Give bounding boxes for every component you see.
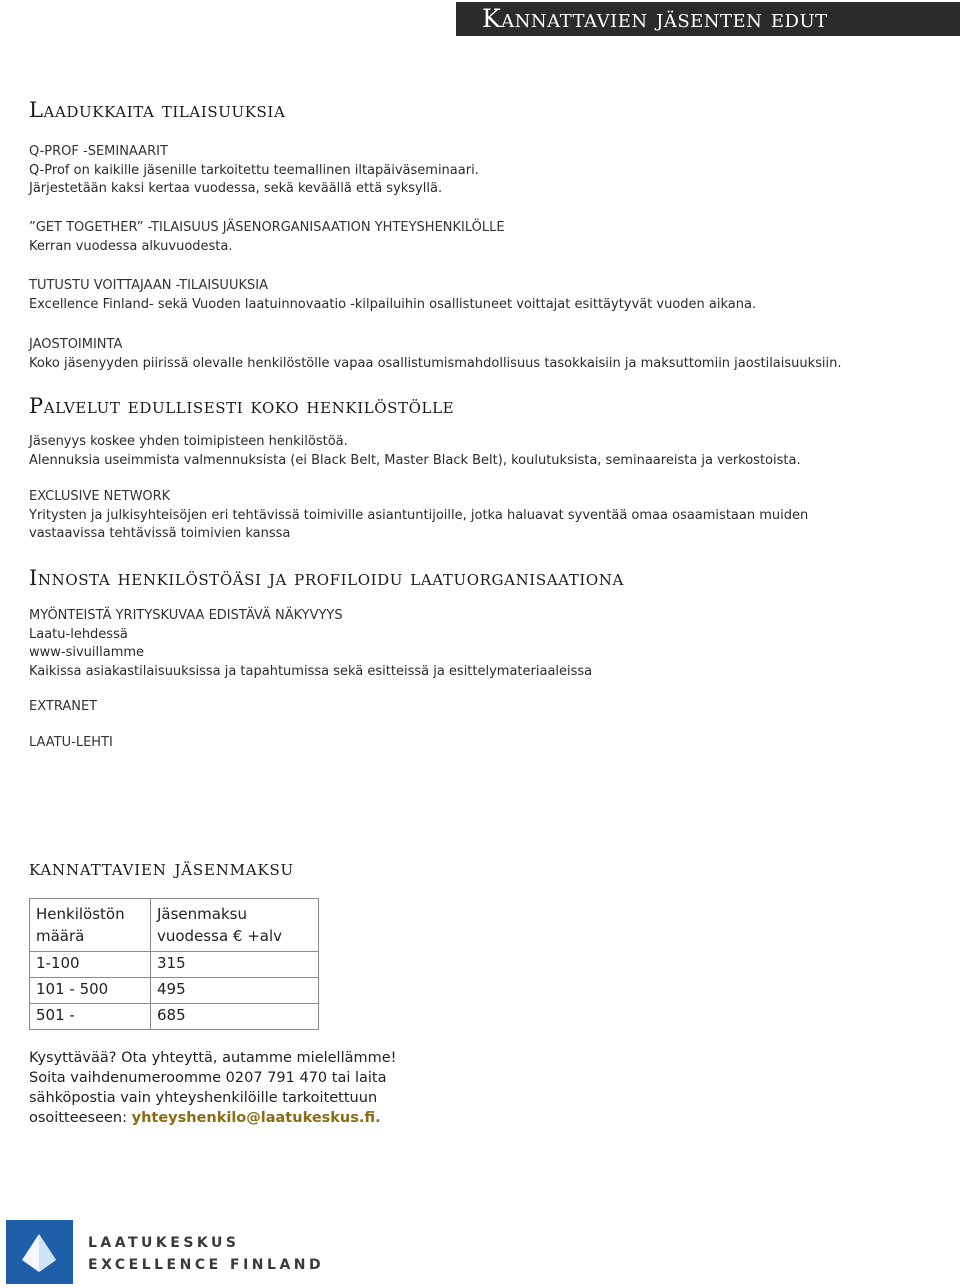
event-get-together	[29, 219, 505, 256]
event-jaostoiminta	[29, 336, 842, 373]
logo-line: EXCELLENCE FINLAND	[88, 1257, 325, 1273]
item-text: Koko jäsenyyden piirissä olevalle henkilöstölle vapaa osallistumismahdollisuus tasokkaisiin ja maksuttomiin jaostilaisuuksiin.	[29, 355, 842, 371]
section-title-services: Palvelut edullisesti koko henkilöstölle	[29, 394, 455, 418]
header-text: Jäsenmaksu	[157, 905, 247, 923]
contact-prefix: osoitteeseen:	[29, 1110, 132, 1126]
contact-line	[29, 1108, 396, 1128]
visibility-block	[29, 607, 592, 681]
laatulehti-block	[29, 734, 113, 753]
event-qprof	[29, 143, 479, 199]
fee-table	[29, 898, 319, 1030]
services-line: Alennuksia useimmista valmennuksista (ei Black Belt, Master Black Belt), koulutuksista, seminaareista ja verkostoista.	[29, 452, 801, 468]
header-cell-fee	[151, 899, 319, 952]
cell-price: 685	[151, 1004, 319, 1030]
section-title-visibility: Innosta henkilöstöäsi ja profiloidu laatuorganisaationa	[29, 566, 624, 590]
fee-title: kannattavien jäsenmaksu	[29, 856, 294, 881]
cell-size: 101 - 500	[30, 978, 151, 1004]
contact-line: Soita vaihdenumeroomme 0207 791 470 tai laita	[29, 1070, 387, 1086]
contact-line: Kysyttävää? Ota yhteyttä, autamme mielellämme!	[29, 1050, 397, 1066]
item-heading: TUTUSTU VOITTAJAAN -TILAISUUKSIA	[29, 278, 268, 293]
extranet-block	[29, 698, 97, 717]
logo-line: LAATUKESKUS	[88, 1235, 240, 1251]
header-text: Henkilöstön	[36, 905, 125, 923]
event-tutustu	[29, 277, 756, 314]
item-heading: EXCLUSIVE NETWORK	[29, 489, 171, 504]
table-row	[30, 978, 319, 1004]
services-line: Jäsenyys koskee yhden toimipisteen henkilöstöä.	[29, 434, 348, 449]
header-text: vuodessa € +alv	[157, 927, 283, 945]
table-header-row	[30, 899, 319, 952]
item-heading: JAOSTOIMINTA	[29, 337, 123, 352]
item-text: www-sivuillamme	[29, 645, 145, 660]
page-banner: Kannattavien jäsenten edut	[456, 2, 960, 36]
item-text: Järjestetään kaksi kertaa vuodessa, sekä keväällä että syksyllä.	[29, 181, 443, 196]
item-text: Excellence Finland- sekä Vuoden laatuinnovaatio -kilpailuihin osallistuneet voittajat esittäytyvät vuoden aikana.	[29, 296, 757, 312]
services-text	[29, 433, 801, 470]
logo-icon	[6, 1220, 73, 1284]
exclusive-network	[29, 488, 808, 544]
item-heading: EXTRANET	[29, 699, 98, 714]
section-title-events: Laadukkaita tilaisuuksia	[29, 98, 286, 122]
cell-size: 1-100	[30, 952, 151, 978]
item-text: vastaavissa tehtävissä toimivien kanssa	[29, 526, 291, 541]
cell-size: 501 -	[30, 1004, 151, 1030]
item-text: Kerran vuodessa alkuvuodesta.	[29, 238, 233, 254]
item-heading: MYÖNTEISTÄ YRITYSKUVAA EDISTÄVÄ NÄKYVYYS	[29, 608, 343, 623]
contact-email-link[interactable]: yhteyshenkilo@laatukeskus.fi.	[131, 1110, 381, 1126]
table-row	[30, 952, 319, 978]
contact-block	[29, 1048, 396, 1128]
header-cell-size	[30, 899, 151, 952]
item-text: Kaikissa asiakastilaisuuksissa ja tapahtumissa sekä esitteissä ja esittelymateriaaleissa	[29, 663, 593, 679]
item-text: Yritysten ja julkisyhteisöjen eri tehtävissä toimiville asiantuntijoille, jotka haluavat syventää omaa osaamistaan muiden	[29, 507, 809, 523]
header-text: määrä	[36, 927, 85, 945]
cell-price: 315	[151, 952, 319, 978]
item-heading: Q-PROF -SEMINAARIT	[29, 144, 168, 159]
item-heading: ”GET TOGETHER” -TILAISUUS JÄSENORGANISAATION YHTEYSHENKILÖLLE	[29, 220, 505, 235]
contact-line: sähköpostia vain yhteyshenkilöille tarkoitettuun	[29, 1090, 378, 1106]
table-row	[30, 1004, 319, 1030]
item-text: Laatu-lehdessä	[29, 626, 128, 642]
cell-price: 495	[151, 978, 319, 1004]
item-heading: LAATU-LEHTI	[29, 735, 113, 750]
item-text: Q-Prof on kaikille jäsenille tarkoitettu teemallinen iltapäiväseminaari.	[29, 162, 479, 178]
logo-wordmark	[88, 1232, 324, 1276]
